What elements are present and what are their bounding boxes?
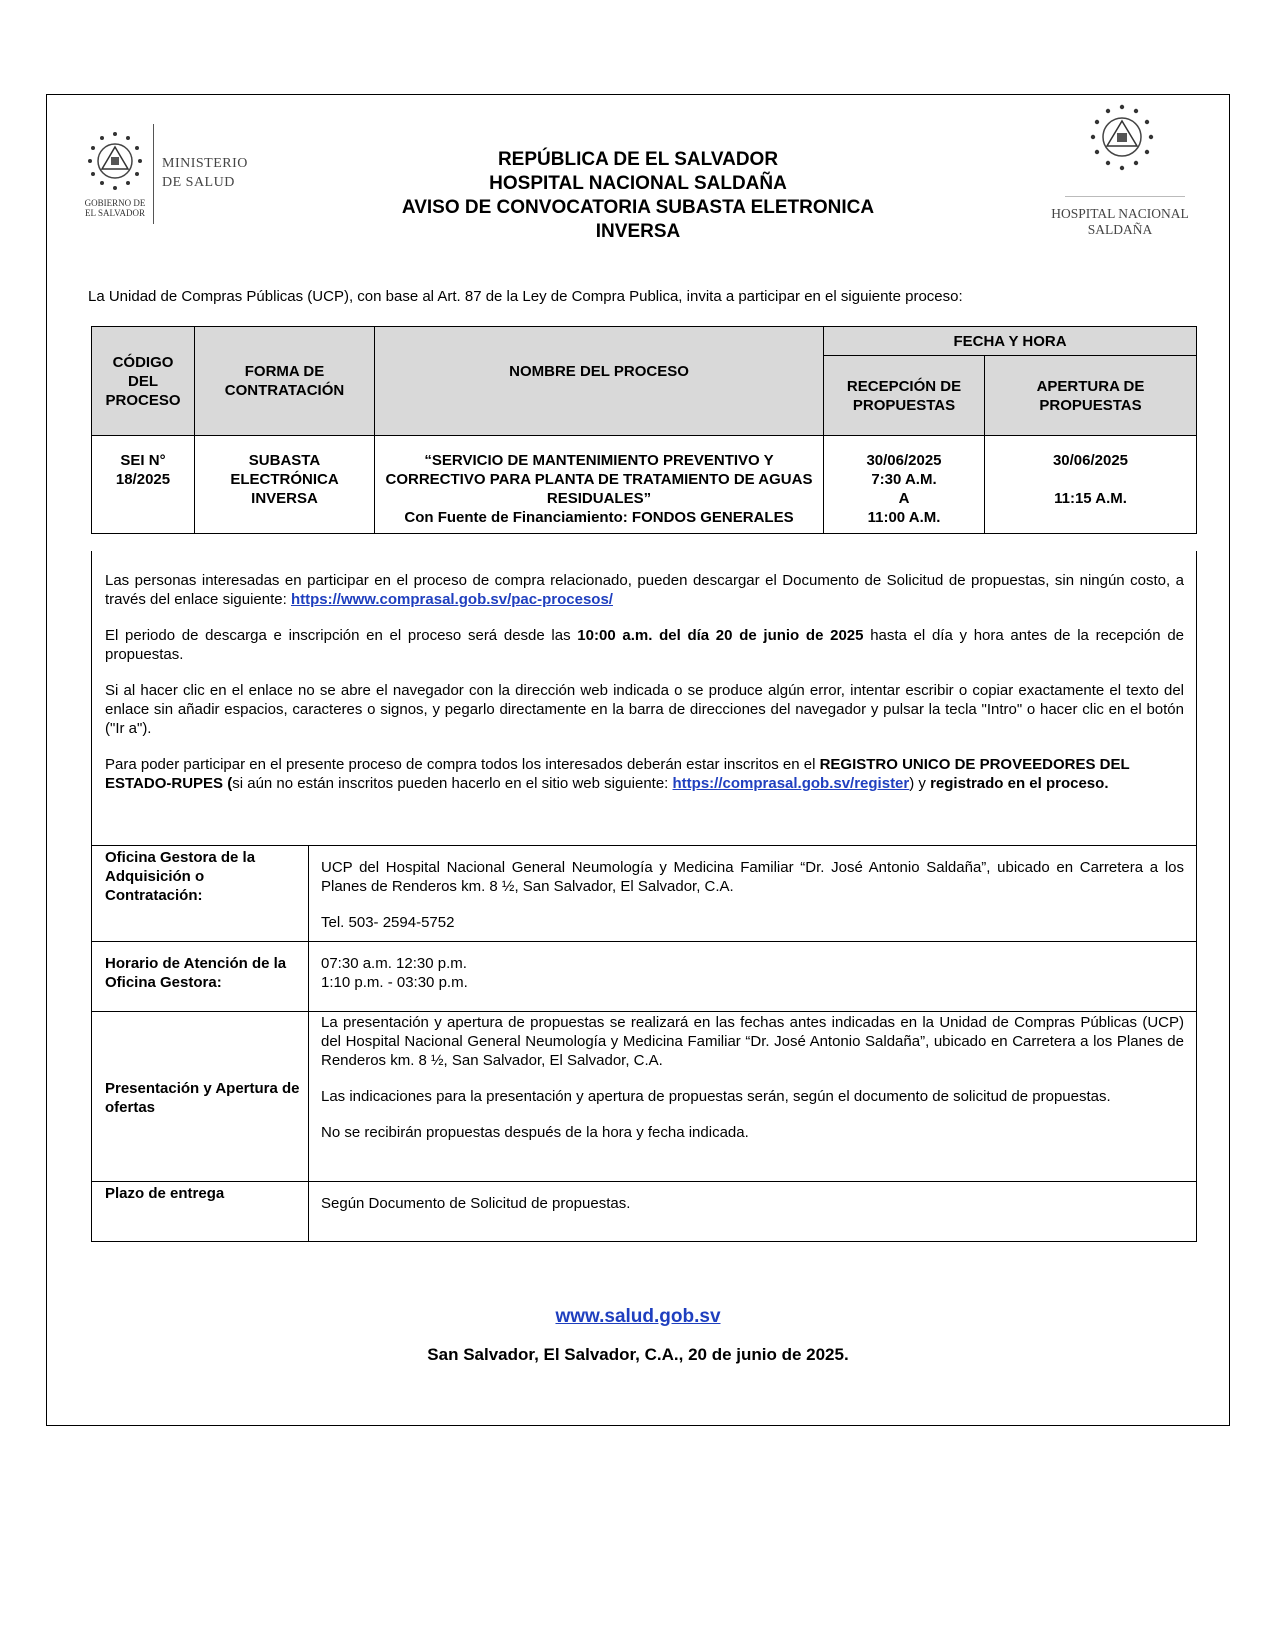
delivery-label: Plazo de entrega — [92, 1182, 309, 1242]
office-label: Oficina Gestora de la Adquisición o Contratación: — [92, 846, 309, 942]
table-row — [92, 846, 1197, 942]
hospital-saldana-logo — [1020, 102, 1220, 237]
hospital-name-label: HOSPITAL NACIONAL SALDAÑA — [1051, 206, 1189, 237]
table-row — [92, 942, 1197, 1012]
logo-rule — [1065, 196, 1185, 197]
contract-form: SUBASTA ELECTRÓNICA INVERSA — [195, 436, 375, 534]
col-header-reception: RECEPCIÓN DE PROPUESTAS — [824, 356, 985, 436]
header-line-4: INVERSA — [595, 221, 681, 242]
place-date-line: San Salvador, El Salvador, C.A., 20 de junio de 2025. — [427, 1345, 849, 1364]
table-row — [92, 1012, 1197, 1182]
process-code: SEI N° 18/2025 — [92, 436, 195, 534]
process-name: “SERVICIO DE MANTENIMIENTO PREVENTIVO Y CORRECTIVO PARA PLANTA DE TRATAMIENTO DE AGUAS RESIDUALES” Con Fuente de Financiamiento: FONDOS GENERALES — [375, 436, 824, 534]
funding-source: Con Fuente de Financiamiento: FONDOS GENERALES — [404, 509, 794, 526]
header-line-2: HOSPITAL NACIONAL SALDAÑA — [489, 173, 787, 194]
details-table — [91, 845, 1197, 1242]
col-header-name: NOMBRE DEL PROCESO — [375, 327, 824, 436]
table-row — [92, 436, 1197, 534]
government-label: GOBIERNO DE EL SALVADOR — [84, 198, 146, 218]
col-header-datetime: FECHA Y HORA — [824, 327, 1197, 356]
logo-divider — [153, 124, 154, 224]
comprasal-register-link[interactable]: https://comprasal.gob.sv/register — [672, 775, 910, 792]
comprasal-processes-link[interactable]: https://www.comprasal.gob.sv/pac-procesos/ — [290, 591, 613, 608]
ministry-label: MINISTERIO DE SALUD — [162, 156, 248, 190]
col-header-form: FORMA DE CONTRATACIÓN — [195, 327, 375, 436]
download-paragraph: Las personas interesadas en participar en el proceso de compra relacionado, pueden descargar el Documento de Solicitud de propuestas, sin ningún costo, a través del enlace siguiente: https://www.comprasal.gob.sv/pac-procesos/ — [105, 572, 1184, 608]
process-table — [91, 326, 1197, 534]
presentation-label: Presentación y Apertura de ofertas — [92, 1012, 309, 1182]
header-line-3: AVISO DE CONVOCATORIA SUBASTA ELETRONICA — [401, 197, 875, 218]
registration-period-paragraph: El periodo de descarga e inscripción en el proceso será desde las 10:00 a.m. del día 20 de junio de 2025 hasta el día y hora antes de la recepción de propuestas. — [105, 627, 1184, 663]
info-section — [91, 551, 1197, 846]
table-row — [92, 1182, 1197, 1242]
rupes-paragraph: Para poder participar en el presente proceso de compra todos los interesados deberán estar inscritos en el REGISTRO UNICO DE PROVEEDORES DEL ESTADO-RUPES (si aún no están inscritos pueden hacerlo en el sitio web siguiente: https://comprasal.gob.sv/register) y registrado en el proceso. — [105, 756, 1130, 792]
hours-label: Horario de Atención de la Oficina Gestora: — [92, 942, 309, 1012]
intro-text: La Unidad de Compras Públicas (UCP), con base al Art. 87 de la Ley de Compra Publica, invita a participar en el siguiente proceso: — [88, 288, 963, 305]
office-value: UCP del Hospital Nacional General Neumología y Medicina Familiar “Dr. José Antonio Saldaña”, ubicado en Carretera a los Planes de Renderos km. 8 ½, San Salvador, El Salvador, C.A. Tel. 503- 2594-5752 — [309, 846, 1197, 942]
salud-website-link[interactable]: www.salud.gob.sv — [555, 1306, 721, 1327]
reception-datetime: 30/06/2025 7:30 A.M. A 11:00 A.M. — [824, 436, 985, 534]
link-help-paragraph: Si al hacer clic en el enlace no se abre el navegador con la dirección web indicada o se produce algún error, intentar escribir o copiar exactamente el texto del enlace sin añadir espacios, caracteres o signos, y pegarlo directamente en la barra de direcciones del navegador y pulsar la tecla "Intro" o hacer clic en el botón ("Ir a"). — [105, 682, 1184, 737]
delivery-value: Según Documento de Solicitud de propuestas. — [309, 1182, 1197, 1242]
el-salvador-coat-of-arms-icon — [1084, 102, 1160, 190]
ministerio-salud-logo — [82, 120, 262, 230]
col-header-code: CÓDIGO DEL PROCESO — [92, 327, 195, 436]
header-line-1: REPÚBLICA DE EL SALVADOR — [497, 149, 779, 170]
hours-value: 07:30 a.m. 12:30 p.m. 1:10 p.m. - 03:30 p.m. — [309, 942, 1197, 1012]
presentation-value: La presentación y apertura de propuestas se realizará en las fechas antes indicadas en la Unidad de Compras Públicas (UCP) del Hospital Nacional General Neumología y Medicina Familiar “Dr. José Antonio Saldaña”, ubicado en Carretera a los Planes de Renderos km. 8 ½, San Salvador, El Salvador, C.A. Las indicaciones para la presentación y apertura de propuestas serán, según el documento de solicitud de propuestas. No se recibirán propuestas después de la hora y fecha indicada. — [309, 1012, 1197, 1182]
document-header — [300, 148, 976, 244]
col-header-opening: APERTURA DE PROPUESTAS — [985, 356, 1197, 436]
opening-datetime: 30/06/2025 11:15 A.M. — [985, 436, 1197, 534]
